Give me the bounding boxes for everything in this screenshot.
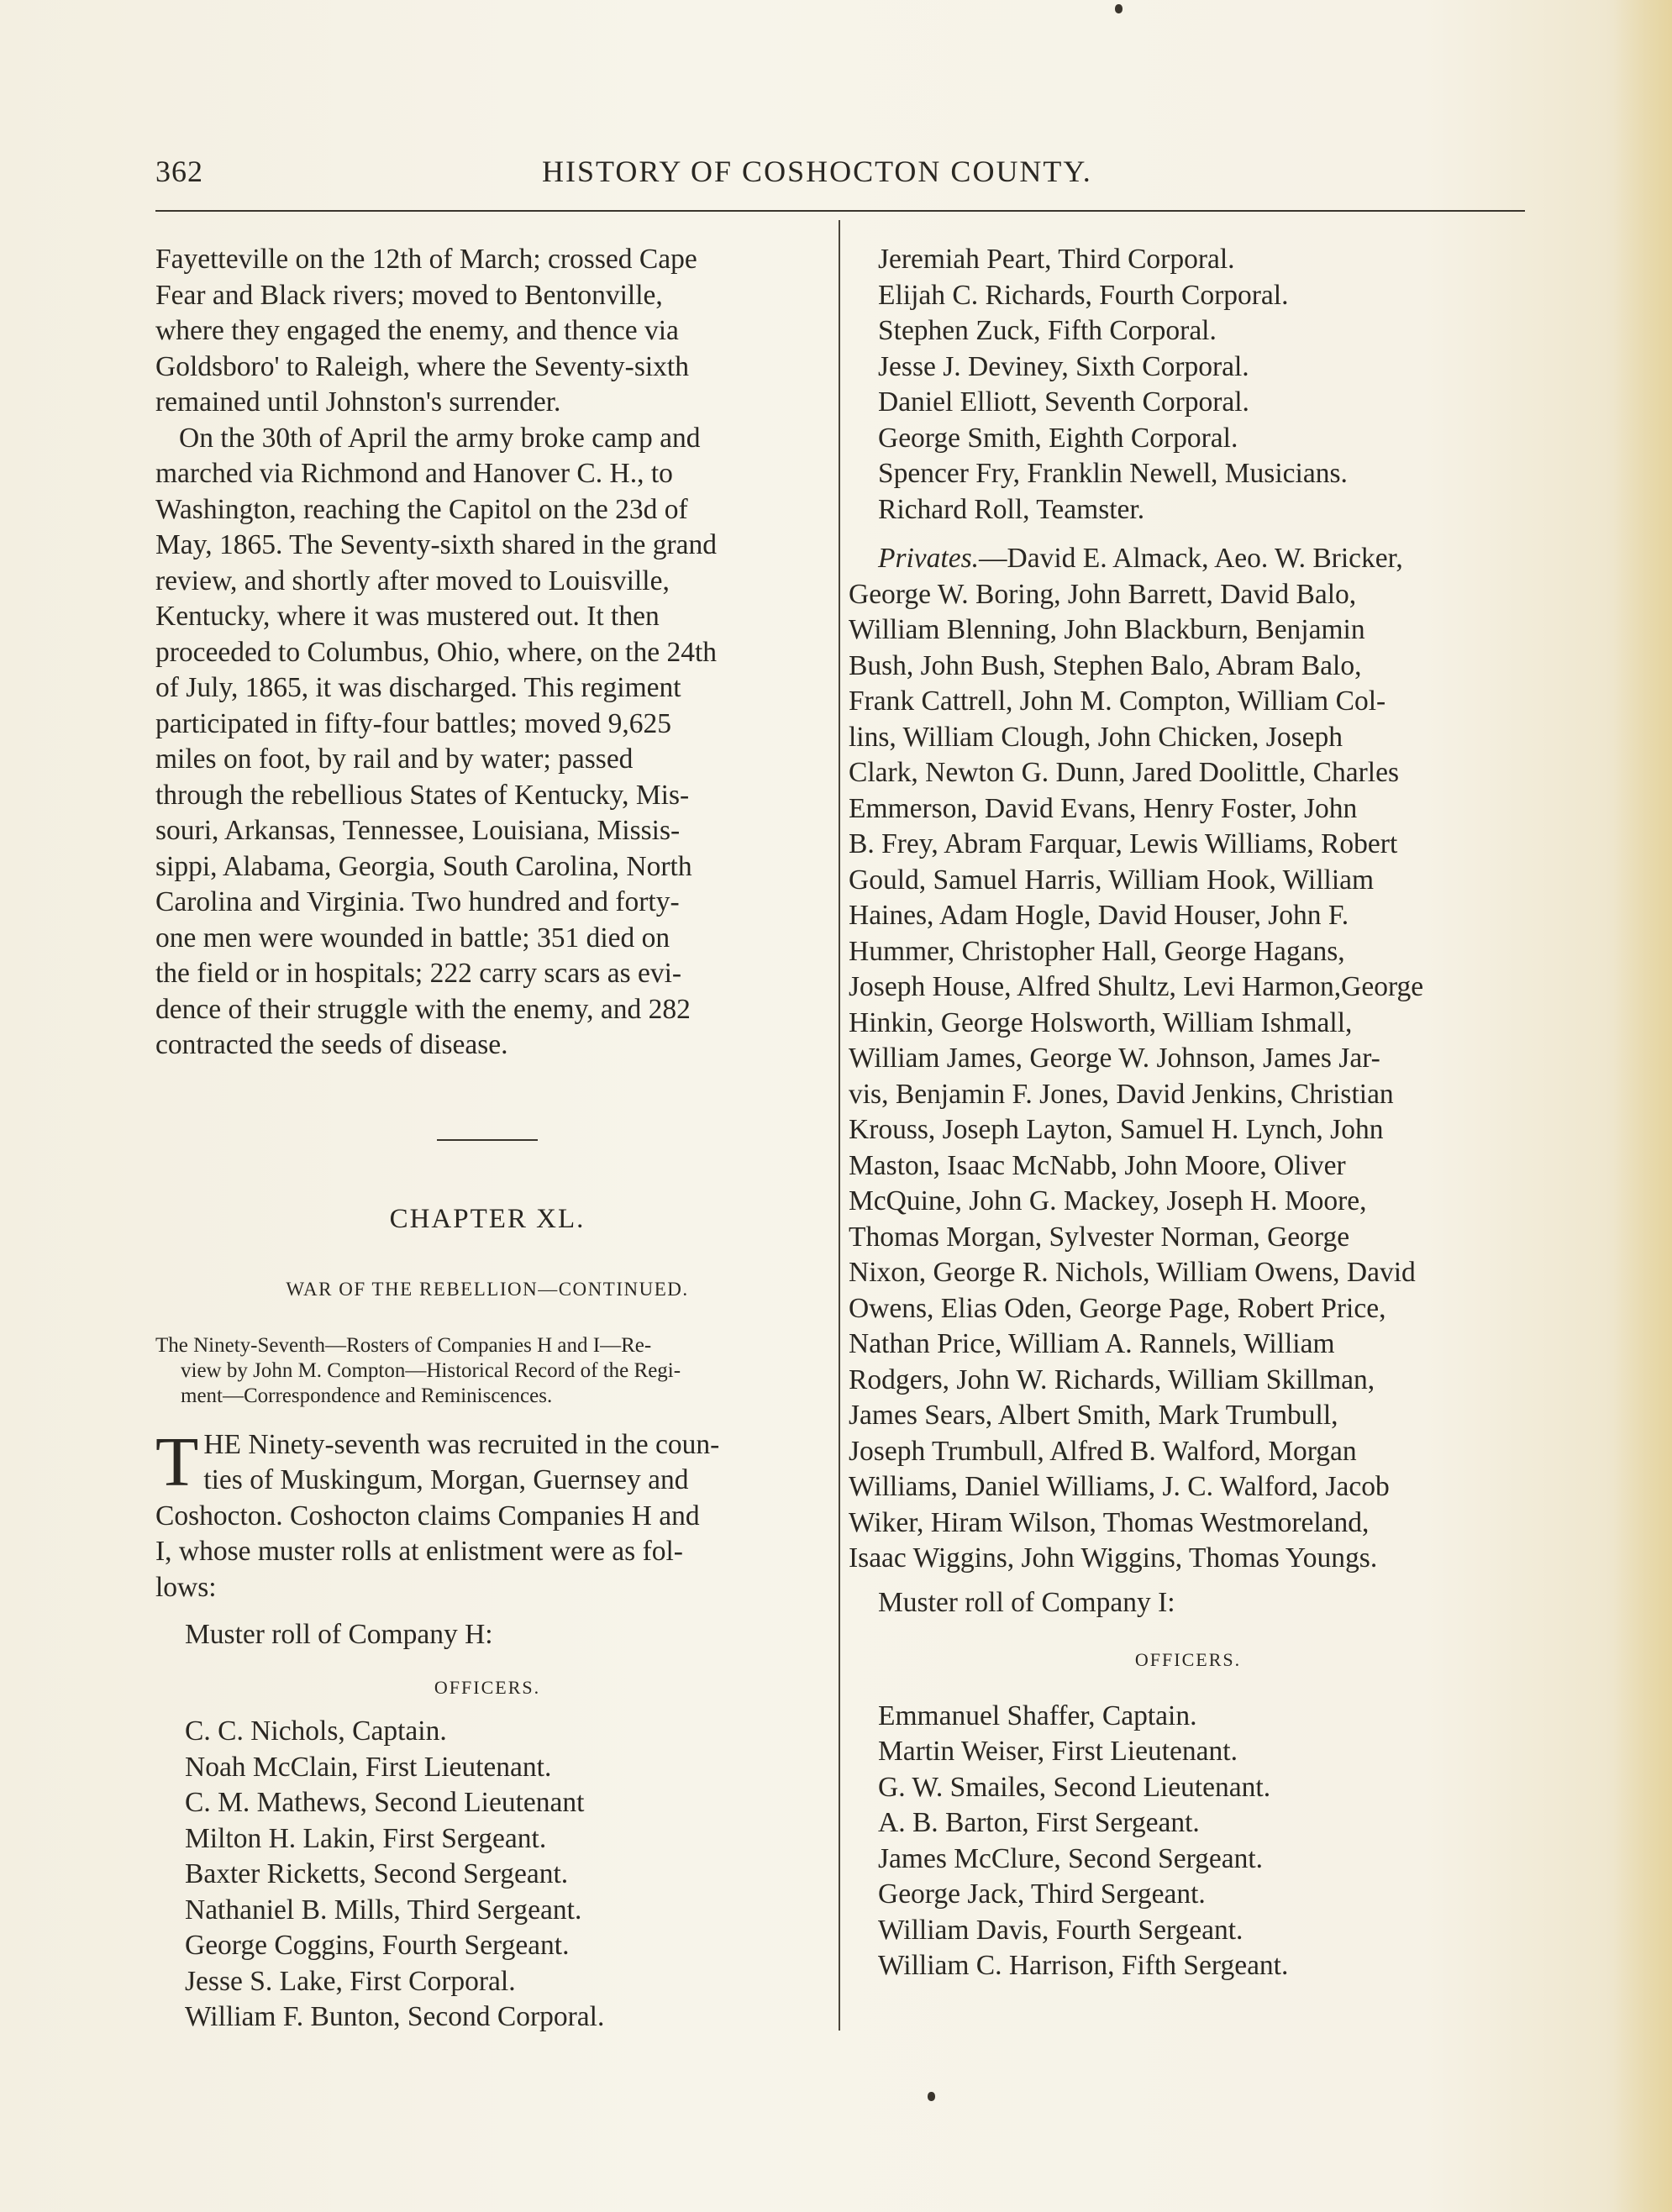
list-item: Baxter Ricketts, Second Sergeant.	[185, 1858, 569, 1889]
list-item: Martin Weiser, First Lieutenant.	[878, 1736, 1238, 1767]
list-item: Spencer Fry, Franklin Newell, Musicians.	[878, 458, 1348, 489]
officers-heading-h: OFFICERS.	[434, 1676, 541, 1698]
right-column	[849, 242, 1527, 1984]
text-line: proceeded to Columbus, Ohio, where, on the 24th	[155, 636, 718, 668]
list-item: George Smith, Eighth Corporal.	[878, 422, 1238, 454]
muster-roll-company-i: Muster roll of Company I:	[878, 1586, 1175, 1618]
drop-cap: T	[155, 1422, 199, 1501]
page-number: 362	[155, 155, 203, 188]
list-item: C. C. Nichols, Captain.	[185, 1715, 447, 1747]
privates-label: Privates.	[878, 543, 980, 574]
text-line: Krouss, Joseph Layton, Samuel H. Lynch, John	[849, 1114, 1384, 1145]
list-item: C. M. Mathews, Second Lieutenant	[185, 1787, 585, 1818]
page-header	[155, 154, 1525, 196]
text-line: I, whose muster rolls at enlistment were as fol-	[155, 1536, 683, 1567]
text-line: dence of their struggle with the enemy, and 282	[155, 993, 691, 1025]
synopsis-line: view by John M. Compton—Historical Record of the Regi-	[181, 1358, 681, 1382]
text-line: of July, 1865, it was discharged. This regiment	[155, 672, 681, 703]
ink-speck	[1115, 4, 1123, 13]
list-item: G. W. Smailes, Second Lieutenant.	[878, 1771, 1271, 1803]
text-line: McQuine, John G. Mackey, Joseph H. Moore,	[849, 1185, 1367, 1216]
list-item: George Jack, Third Sergeant.	[878, 1878, 1206, 1910]
text-line: Joseph Trumbull, Alfred B. Walford, Morgan	[849, 1435, 1357, 1467]
text-line: Washington, reaching the Capitol on the 23d of	[155, 493, 688, 525]
chapter-synopsis	[155, 1333, 819, 1409]
text-line: Hummer, Christopher Hall, George Hagans,	[849, 935, 1345, 967]
text-line: George W. Boring, John Barrett, David Balo,	[849, 578, 1357, 610]
text-line: Kentucky, where it was mustered out. It then	[155, 601, 660, 632]
text-line: sippi, Alabama, Georgia, South Carolina, North	[155, 850, 692, 882]
ink-speck	[928, 2092, 935, 2101]
text-line: ties of Muskingum, Morgan, Guernsey and	[203, 1464, 689, 1495]
text-line: Fear and Black rivers; moved to Bentonville,	[155, 279, 663, 311]
text-line: marched via Richmond and Hanover C. H., to	[155, 458, 673, 489]
list-item: Richard Roll, Teamster.	[878, 493, 1145, 525]
list-item: Elijah C. Richards, Fourth Corporal.	[878, 279, 1289, 311]
text-line: remained until Johnston's surrender.	[155, 386, 561, 418]
text-line: Clark, Newton G. Dunn, Jared Doolittle, Charles	[849, 757, 1399, 788]
company-h-officers-continued	[849, 242, 1527, 528]
company-h-officers-list	[155, 1714, 819, 2036]
text-line: one men were wounded in battle; 351 died on	[155, 922, 670, 954]
text-line: participated in fifty-four battles; moved 9,625	[155, 707, 671, 739]
text-line: Coshocton. Coshocton claims Companies H and	[155, 1500, 700, 1532]
text-line: William James, George W. Johnson, James Jar-	[849, 1043, 1380, 1074]
list-item: A. B. Barton, First Sergeant.	[878, 1807, 1200, 1838]
text-line: lins, William Clough, John Chicken, Joseph	[849, 721, 1343, 753]
text-line: the field or in hospitals; 222 carry scars as evi-	[155, 958, 682, 989]
muster-roll-company-h: Muster roll of Company H:	[185, 1619, 493, 1650]
text-line: Maston, Isaac McNabb, John Moore, Oliver	[849, 1149, 1346, 1181]
text-line: On the 30th of April the army broke camp and	[179, 422, 701, 454]
text-line: through the rebellious States of Kentucky, Mis-	[155, 779, 690, 811]
chapter-title: CHAPTER XL.	[389, 1203, 586, 1234]
running-title: HISTORY OF COSHOCTON COUNTY.	[542, 155, 1092, 188]
text-line: Joseph House, Alfred Shultz, Levi Harmon,George	[849, 971, 1424, 1002]
text-line: souri, Arkansas, Tennessee, Louisiana, Missis-	[155, 815, 681, 846]
text-line: Hinkin, George Holsworth, William Ishmall,	[849, 1006, 1353, 1038]
synopsis-line: The Ninety-Seventh—Rosters of Companies H and I—Re-	[155, 1333, 652, 1357]
list-item: George Coggins, Fourth Sergeant.	[185, 1930, 570, 1961]
text-line: Thomas Morgan, Sylvester Norman, George	[849, 1221, 1350, 1253]
text-line: Rodgers, John W. Richards, William Skillman,	[849, 1363, 1375, 1395]
text-line: miles on foot, by rail and by water; passed	[155, 743, 634, 775]
text-line: Owens, Elias Oden, George Page, Robert Price,	[849, 1292, 1386, 1324]
list-item: James McClure, Second Sergeant.	[878, 1842, 1264, 1874]
list-item: Jesse J. Deviney, Sixth Corporal.	[878, 350, 1249, 382]
text-line: Fayetteville on the 12th of March; crossed Cape	[155, 244, 697, 275]
text-line: Nixon, George R. Nichols, William Owens, David	[849, 1257, 1416, 1288]
text-line	[849, 541, 1527, 577]
text-line: where they engaged the enemy, and thence via	[155, 315, 679, 346]
text-line: Isaac Wiggins, John Wiggins, Thomas Youngs.	[849, 1542, 1378, 1574]
company-i-officers-list	[849, 1699, 1527, 1984]
list-item: Jeremiah Peart, Third Corporal.	[878, 244, 1235, 275]
text-line: Haines, Adam Hogle, David Houser, John F.	[849, 900, 1349, 931]
left-column	[155, 242, 819, 2036]
list-item: Jesse S. Lake, First Corporal.	[185, 1965, 516, 1997]
text-line: lows:	[155, 1571, 217, 1603]
paragraph-march	[155, 242, 819, 421]
text-line: B. Frey, Abram Farquar, Lewis Williams, Robert	[849, 828, 1398, 859]
text-line: James Sears, Albert Smith, Mark Trumbull,	[849, 1400, 1338, 1431]
chapter-subtitle: WAR OF THE REBELLION—CONTINUED.	[286, 1279, 689, 1300]
list-item: William F. Bunton, Second Corporal.	[185, 2001, 605, 2032]
column-divider	[839, 220, 840, 2031]
text-line: Wiker, Hiram Wilson, Thomas Westmoreland,	[849, 1506, 1370, 1538]
text-line: Goldsboro' to Raleigh, where the Seventy-sixth	[155, 350, 689, 382]
list-item: William Davis, Fourth Sergeant.	[878, 1914, 1243, 1946]
list-item: Emmanuel Shaffer, Captain.	[878, 1700, 1197, 1731]
text-line: review, and shortly after moved to Louisville,	[155, 565, 670, 596]
text-line: HE Ninety-seventh was recruited in the coun-	[203, 1428, 720, 1460]
privates-first-line: —David E. Almack, Aeo. W. Bricker,	[979, 543, 1403, 574]
text-line: Carolina and Virginia. Two hundred and forty-	[155, 886, 680, 917]
list-item: Milton H. Lakin, First Sergeant.	[185, 1822, 547, 1854]
text-line: Gould, Samuel Harris, William Hook, William	[849, 864, 1375, 896]
list-item: William C. Harrison, Fifth Sergeant.	[878, 1950, 1289, 1981]
list-item: Stephen Zuck, Fifth Corporal.	[878, 315, 1217, 346]
page-edge-shadow	[1613, 0, 1672, 2212]
section-separator	[437, 1139, 538, 1141]
text-line: Frank Cattrell, John M. Compton, William Col-	[849, 686, 1386, 717]
synopsis-line: ment—Correspondence and Reminiscences.	[181, 1384, 553, 1407]
text-line: Williams, Daniel Williams, J. C. Walford, Jacob	[849, 1471, 1390, 1502]
privates-paragraph	[849, 541, 1527, 1577]
text-line: contracted the seeds of disease.	[155, 1029, 508, 1060]
text-line: William Blenning, John Blackburn, Benjamin	[849, 614, 1365, 645]
paragraph-april	[155, 421, 819, 1064]
list-item: Noah McClain, First Lieutenant.	[185, 1751, 552, 1783]
text-line: May, 1865. The Seventy-sixth shared in the grand	[155, 529, 718, 560]
intro-paragraph	[155, 1422, 819, 1606]
text-line: vis, Benjamin F. Jones, David Jenkins, Christian	[849, 1078, 1394, 1110]
header-rule	[155, 210, 1525, 212]
text-line: Nathan Price, William A. Rannels, William	[849, 1328, 1335, 1359]
text-line: Emmerson, David Evans, Henry Foster, John	[849, 792, 1358, 824]
officers-heading-i: OFFICERS.	[1134, 1649, 1242, 1670]
list-item: Nathaniel B. Mills, Third Sergeant.	[185, 1894, 582, 1926]
list-item: Daniel Elliott, Seventh Corporal.	[878, 386, 1249, 418]
text-line: Bush, John Bush, Stephen Balo, Abram Balo,	[849, 649, 1362, 681]
